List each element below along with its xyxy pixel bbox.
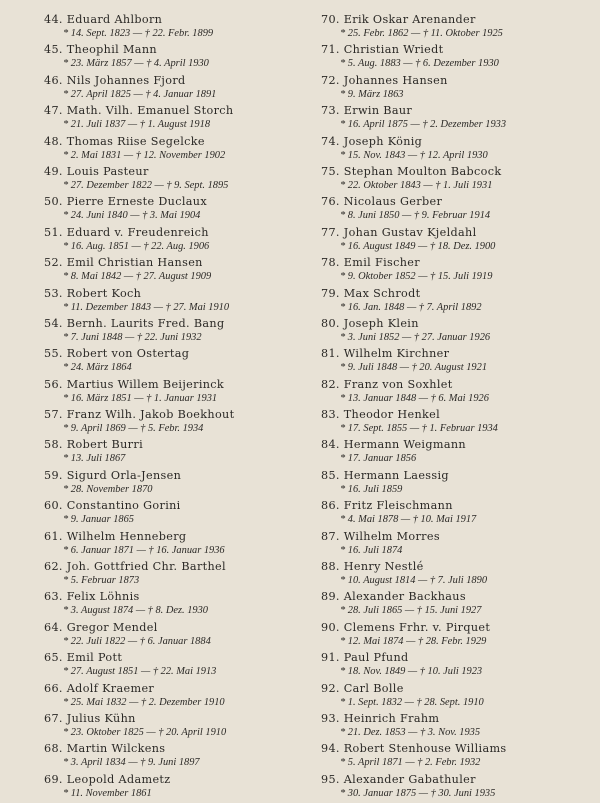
list-item: [44, 43, 314, 73]
entry-dates: * 9. Juli 1848 — † 20. August 1921: [340, 362, 488, 374]
entry-number: 63.: [44, 590, 63, 604]
entry-number: 57.: [44, 408, 63, 422]
entry-dates: * 21. Dez. 1853 — † 3. Nov. 1935: [340, 726, 481, 738]
entry-number: 50.: [44, 195, 63, 209]
entry-dates: * 16. April 1875 — † 2. Dezember 1933: [340, 119, 507, 131]
list-item: [44, 438, 314, 468]
list-item: [321, 469, 596, 499]
list-item: [321, 773, 596, 803]
list-item: [44, 165, 314, 195]
entry-number: 80.: [321, 316, 340, 330]
entry-name-line: [321, 104, 596, 118]
right-column: [321, 13, 596, 803]
entry-name: Heinrich Frahm: [343, 711, 440, 725]
entry-name: Emil Fischer: [343, 256, 420, 270]
entry-dates: * 11. November 1861: [63, 787, 152, 799]
list-item: [321, 135, 596, 165]
entry-name-line: [321, 74, 596, 88]
entry-number: 83.: [321, 408, 340, 422]
list-item: [321, 195, 596, 225]
entry-name-line: [44, 438, 314, 452]
list-item: [44, 590, 314, 620]
entry-name-line: [321, 742, 596, 756]
entry-number: 48.: [44, 134, 63, 148]
entry-dates: * 16. Aug. 1851 — † 22. Aug. 1906: [63, 240, 210, 252]
entry-dates: * 8. Juni 1850 — † 9. Februar 1914: [340, 210, 491, 222]
list-item: [321, 347, 596, 377]
entry-dates: * 5. Aug. 1883 — † 6. Dezember 1930: [340, 58, 499, 70]
list-item: [44, 74, 314, 104]
entry-number: 64.: [44, 620, 63, 634]
entry-name: Robert Stenhouse Williams: [343, 742, 507, 756]
entry-name-line: [321, 438, 596, 452]
entry-name-line: [44, 43, 314, 57]
entry-name: Pierre Erneste Duclaux: [66, 195, 208, 209]
entry-name-line: [321, 378, 596, 392]
list-item: [44, 560, 314, 590]
entry-dates: * 13. Januar 1848 — † 6. Mai 1926: [340, 392, 489, 404]
entry-name-line: [321, 347, 596, 361]
entry-name: Wilhelm Morres: [343, 529, 440, 543]
entry-number: 69.: [44, 772, 63, 786]
entry-name-line: [321, 590, 596, 604]
list-item: [44, 408, 314, 438]
entry-number: 92.: [321, 681, 340, 695]
entry-name-line: [44, 317, 314, 331]
entry-name-line: [44, 195, 314, 209]
entry-dates: * 5. Februar 1873: [63, 575, 140, 587]
list-item: [44, 651, 314, 681]
entry-dates: * 8. Mai 1842 — † 27. August 1909: [63, 271, 212, 283]
entry-name-line: [44, 530, 314, 544]
list-item: [321, 104, 596, 134]
entry-dates: * 7. Juni 1848 — † 22. Juni 1932: [63, 331, 202, 343]
entry-dates: * 22. Oktober 1843 — † 1. Juli 1931: [340, 179, 493, 191]
entry-name-line: [44, 226, 314, 240]
entry-dates: * 12. Mai 1874 — † 28. Febr. 1929: [340, 635, 487, 647]
entry-number: 88.: [321, 560, 340, 574]
entry-name-line: [321, 712, 596, 726]
entry-number: 81.: [321, 347, 340, 361]
entry-number: 85.: [321, 468, 340, 482]
entry-name: Paul Pfund: [343, 651, 409, 665]
entry-name-line: [321, 135, 596, 149]
list-item: [321, 165, 596, 195]
entry-dates: * 10. August 1814 — † 7. Juli 1890: [340, 575, 488, 587]
entry-name-line: [44, 590, 314, 604]
entry-dates: * 16. Juli 1859: [340, 483, 403, 495]
entry-number: 79.: [321, 286, 340, 300]
entry-name: Joseph Klein: [343, 316, 419, 330]
entry-name: Eduard Ahlborn: [66, 13, 163, 26]
entry-dates: * 16. Jan. 1848 — † 7. April 1892: [340, 301, 482, 313]
entry-name-line: [321, 256, 596, 270]
list-item: [321, 530, 596, 560]
entry-name: Robert Burri: [66, 438, 143, 452]
entry-dates: * 13. Juli 1867: [63, 453, 126, 465]
entry-name-line: [44, 408, 314, 422]
list-item: [44, 499, 314, 529]
entry-name: Nicolaus Gerber: [343, 195, 443, 209]
entry-number: 70.: [321, 13, 340, 26]
entry-dates: * 1. Sept. 1832 — † 28. Sept. 1910: [340, 696, 484, 708]
entry-number: 90.: [321, 620, 340, 634]
entry-name: Franz Wilh. Jakob Boekhout: [66, 408, 235, 422]
entry-number: 49.: [44, 164, 63, 178]
entry-dates: * 17. Sept. 1855 — † 1. Februar 1934: [340, 423, 498, 435]
entry-number: 61.: [44, 529, 63, 543]
entry-number: 68.: [44, 742, 63, 756]
entry-number: 58.: [44, 438, 63, 452]
entry-name-line: [44, 469, 314, 483]
entry-dates: * 27. Dezember 1822 — † 9. Sept. 1895: [63, 179, 229, 191]
entry-dates: * 25. Mai 1832 — † 2. Dezember 1910: [63, 696, 225, 708]
entry-name: Franz von Soxhlet: [343, 377, 453, 391]
list-item: [44, 104, 314, 134]
entry-name-line: [44, 712, 314, 726]
entry-name: Joh. Gottfried Chr. Barthel: [66, 560, 226, 574]
entry-number: 59.: [44, 468, 63, 482]
entry-dates: * 9. April 1869 — † 5. Febr. 1934: [63, 423, 204, 435]
entry-name: Joseph König: [343, 134, 423, 148]
list-item: [321, 621, 596, 651]
entry-name-line: [44, 135, 314, 149]
entry-dates: * 16. Juli 1874: [340, 544, 403, 556]
entry-name: Carl Bolle: [343, 681, 404, 695]
entry-dates: * 9. Januar 1865: [63, 514, 134, 526]
entry-name: Stephan Moulton Babcock: [343, 164, 502, 178]
entry-name: Theodor Henkel: [343, 408, 441, 422]
entry-name: Clemens Frhr. v. Pirquet: [343, 620, 491, 634]
entry-name: Max Schrodt: [343, 286, 421, 300]
entry-name-line: [44, 104, 314, 118]
entry-name-line: [321, 195, 596, 209]
entry-name: Martin Wilckens: [66, 742, 166, 756]
entry-number: 66.: [44, 681, 63, 695]
entry-number: 47.: [44, 104, 63, 118]
list-item: [44, 621, 314, 651]
entry-dates: * 3. April 1834 — † 9. Juni 1897: [63, 757, 200, 769]
entry-number: 62.: [44, 560, 63, 574]
entry-number: 60.: [44, 499, 63, 513]
entry-dates: * 22. Juli 1822 — † 6. Januar 1884: [63, 635, 211, 647]
entry-name: Felix Löhnis: [66, 590, 140, 604]
list-item: [44, 530, 314, 560]
entry-name: Eduard v. Freudenreich: [66, 225, 209, 239]
list-item: [321, 742, 596, 772]
entry-name: Bernh. Laurits Fred. Bang: [66, 316, 225, 330]
entry-dates: * 21. Juli 1837 — † 1. August 1918: [63, 119, 211, 131]
entry-dates: * 25. Febr. 1862 — † 11. Oktober 1925: [340, 28, 503, 39]
entry-name-line: [44, 560, 314, 574]
entry-dates: * 30. Januar 1875 — † 30. Juni 1935: [340, 787, 496, 799]
entry-name-line: [321, 499, 596, 513]
entry-dates: * 16. März 1851 — † 1. Januar 1931: [63, 392, 218, 404]
entry-dates: * 28. November 1870: [63, 483, 153, 495]
entry-number: 65.: [44, 651, 63, 665]
entry-dates: * 28. Juli 1865 — † 15. Juni 1927: [340, 605, 482, 617]
entry-dates: * 5. April 1871 — † 2. Febr. 1932: [340, 757, 481, 769]
entry-number: 67.: [44, 711, 63, 725]
entry-name-line: [321, 43, 596, 57]
list-item: [321, 317, 596, 347]
entry-name-line: [321, 287, 596, 301]
entry-name: Alexander Backhaus: [343, 590, 466, 604]
entry-number: 74.: [321, 134, 340, 148]
list-item: [321, 408, 596, 438]
entry-name: Emil Christian Hansen: [66, 256, 203, 270]
list-item: [44, 135, 314, 165]
entry-number: 44.: [44, 13, 63, 26]
entry-name: Johan Gustav Kjeldahl: [343, 225, 477, 239]
entry-name: Sigurd Orla-Jensen: [66, 468, 182, 482]
entry-name: Hermann Weigmann: [343, 438, 466, 452]
entry-dates: * 24. Juni 1840 — † 3. Mai 1904: [63, 210, 201, 222]
entry-dates: * 3. August 1874 — † 8. Dez. 1930: [63, 605, 208, 617]
entry-name-line: [321, 530, 596, 544]
entry-name: Christian Wriedt: [343, 43, 444, 57]
entry-name-line: [44, 74, 314, 88]
list-item: [321, 499, 596, 529]
entry-name: Hermann Laessig: [343, 468, 449, 482]
entry-name: Gregor Mendel: [66, 620, 158, 634]
list-item: [44, 378, 314, 408]
entry-name: Math. Vilh. Emanuel Storch: [66, 104, 234, 118]
entry-number: 86.: [321, 499, 340, 513]
entry-name: Julius Kühn: [66, 711, 136, 725]
entry-dates: * 15. Nov. 1843 — † 12. April 1930: [340, 149, 488, 161]
entry-number: 54.: [44, 316, 63, 330]
entry-number: 53.: [44, 286, 63, 300]
entry-number: 84.: [321, 438, 340, 452]
entry-dates: * 6. Januar 1871 — † 16. Januar 1936: [63, 544, 225, 556]
list-item: [44, 13, 314, 43]
entry-name-line: [321, 13, 596, 27]
entry-dates: * 23. Oktober 1825 — † 20. April 1910: [63, 726, 227, 738]
list-item: [44, 317, 314, 347]
entry-dates: * 2. Mai 1831 — † 12. November 1902: [63, 149, 226, 161]
entry-name: Louis Pasteur: [66, 164, 149, 178]
list-item: [44, 287, 314, 317]
entry-name: Martius Willem Beijerinck: [66, 377, 225, 391]
entry-name: Emil Pott: [66, 651, 123, 665]
entry-dates: * 23. März 1857 — † 4. April 1930: [63, 58, 209, 70]
list-item: [321, 438, 596, 468]
entry-dates: * 3. Juni 1852 — † 27. Januar 1926: [340, 331, 491, 343]
list-item: [321, 74, 596, 104]
entry-number: 78.: [321, 256, 340, 270]
entry-name: Thomas Riise Segelcke: [66, 134, 205, 148]
list-item: [321, 712, 596, 742]
entry-name-line: [44, 682, 314, 696]
entry-dates: * 16. August 1849 — † 18. Dez. 1900: [340, 240, 496, 252]
entry-dates: * 27. April 1825 — † 4. Januar 1891: [63, 88, 217, 100]
entry-name-line: [44, 256, 314, 270]
entry-number: 56.: [44, 377, 63, 391]
entry-name-line: [44, 773, 314, 787]
list-item: [44, 347, 314, 377]
list-item: [321, 287, 596, 317]
entry-number: 45.: [44, 43, 63, 57]
list-item: [44, 469, 314, 499]
entry-name-line: [44, 13, 314, 27]
entry-name-line: [321, 226, 596, 240]
list-item: [44, 226, 314, 256]
entry-number: 46.: [44, 73, 63, 87]
entry-name-line: [321, 560, 596, 574]
list-item: [321, 682, 596, 712]
list-item: [44, 712, 314, 742]
entry-name-line: [44, 742, 314, 756]
list-item: [321, 13, 596, 43]
entry-name: Constantino Gorini: [66, 499, 181, 513]
entry-number: 89.: [321, 590, 340, 604]
entry-name-line: [44, 347, 314, 361]
entry-name-line: [321, 408, 596, 422]
entry-dates: * 18. Nov. 1849 — † 10. Juli 1923: [340, 666, 483, 678]
entry-name: Wilhelm Henneberg: [66, 529, 187, 543]
entry-dates: * 14. Sept. 1823 — † 22. Febr. 1899: [63, 28, 214, 39]
entry-name: Alexander Gabathuler: [343, 772, 476, 786]
entry-number: 75.: [321, 164, 340, 178]
entry-name-line: [321, 651, 596, 665]
entry-name-line: [321, 621, 596, 635]
entry-name: Nils Johannes Fjord: [66, 73, 186, 87]
list-item: [321, 378, 596, 408]
entry-name-line: [44, 378, 314, 392]
list-item: [321, 590, 596, 620]
entry-name: Robert von Ostertag: [66, 347, 190, 361]
entry-dates: * 9. März 1863: [340, 88, 404, 100]
entry-dates: * 11. Dezember 1843 — † 27. Mai 1910: [63, 301, 230, 313]
entry-dates: * 24. März 1864: [63, 362, 132, 374]
entry-name-line: [321, 317, 596, 331]
entry-name: Fritz Fleischmann: [343, 499, 453, 513]
entry-number: 82.: [321, 377, 340, 391]
entry-name-line: [321, 165, 596, 179]
list-item: [44, 773, 314, 803]
list-item: [321, 226, 596, 256]
entry-number: 77.: [321, 225, 340, 239]
entry-name: Adolf Kraemer: [66, 681, 155, 695]
entry-name: Robert Koch: [66, 286, 142, 300]
entry-dates: * 9. Oktober 1852 — † 15. Juli 1919: [340, 271, 493, 283]
entry-name-line: [321, 469, 596, 483]
entry-name: Wilhelm Kirchner: [343, 347, 450, 361]
entry-name: Johannes Hansen: [343, 73, 448, 87]
entry-number: 72.: [321, 73, 340, 87]
entry-name-line: [44, 651, 314, 665]
entry-name: Theophil Mann: [66, 43, 157, 57]
entry-dates: * 27. August 1851 — † 22. Mai 1913: [63, 666, 217, 678]
entry-name-line: [44, 621, 314, 635]
entry-name: Erwin Baur: [343, 104, 413, 118]
entry-dates: * 17. Januar 1856: [340, 453, 417, 465]
list-item: [321, 651, 596, 681]
entry-number: 95.: [321, 772, 340, 786]
entry-name-line: [44, 165, 314, 179]
entry-name-line: [321, 682, 596, 696]
entry-number: 71.: [321, 43, 340, 57]
list-item: [321, 256, 596, 286]
left-column: [44, 13, 314, 803]
entry-name-line: [44, 499, 314, 513]
entry-name-line: [321, 773, 596, 787]
entry-number: 55.: [44, 347, 63, 361]
list-item: [321, 560, 596, 590]
entry-number: 76.: [321, 195, 340, 209]
list-item: [44, 682, 314, 712]
entry-number: 91.: [321, 651, 340, 665]
entry-number: 52.: [44, 256, 63, 270]
entry-number: 87.: [321, 529, 340, 543]
entry-name: Leopold Adametz: [66, 772, 171, 786]
entry-number: 51.: [44, 225, 63, 239]
entry-number: 93.: [321, 711, 340, 725]
entry-dates: * 4. Mai 1878 — † 10. Mai 1917: [340, 514, 477, 526]
entry-name-line: [44, 287, 314, 301]
entry-name: Henry Nestlé: [343, 560, 424, 574]
list-item: [321, 43, 596, 73]
list-item: [44, 742, 314, 772]
list-item: [44, 195, 314, 225]
entry-number: 73.: [321, 104, 340, 118]
entry-number: 94.: [321, 742, 340, 756]
list-item: [44, 256, 314, 286]
entry-name: Erik Oskar Arenander: [343, 13, 476, 26]
